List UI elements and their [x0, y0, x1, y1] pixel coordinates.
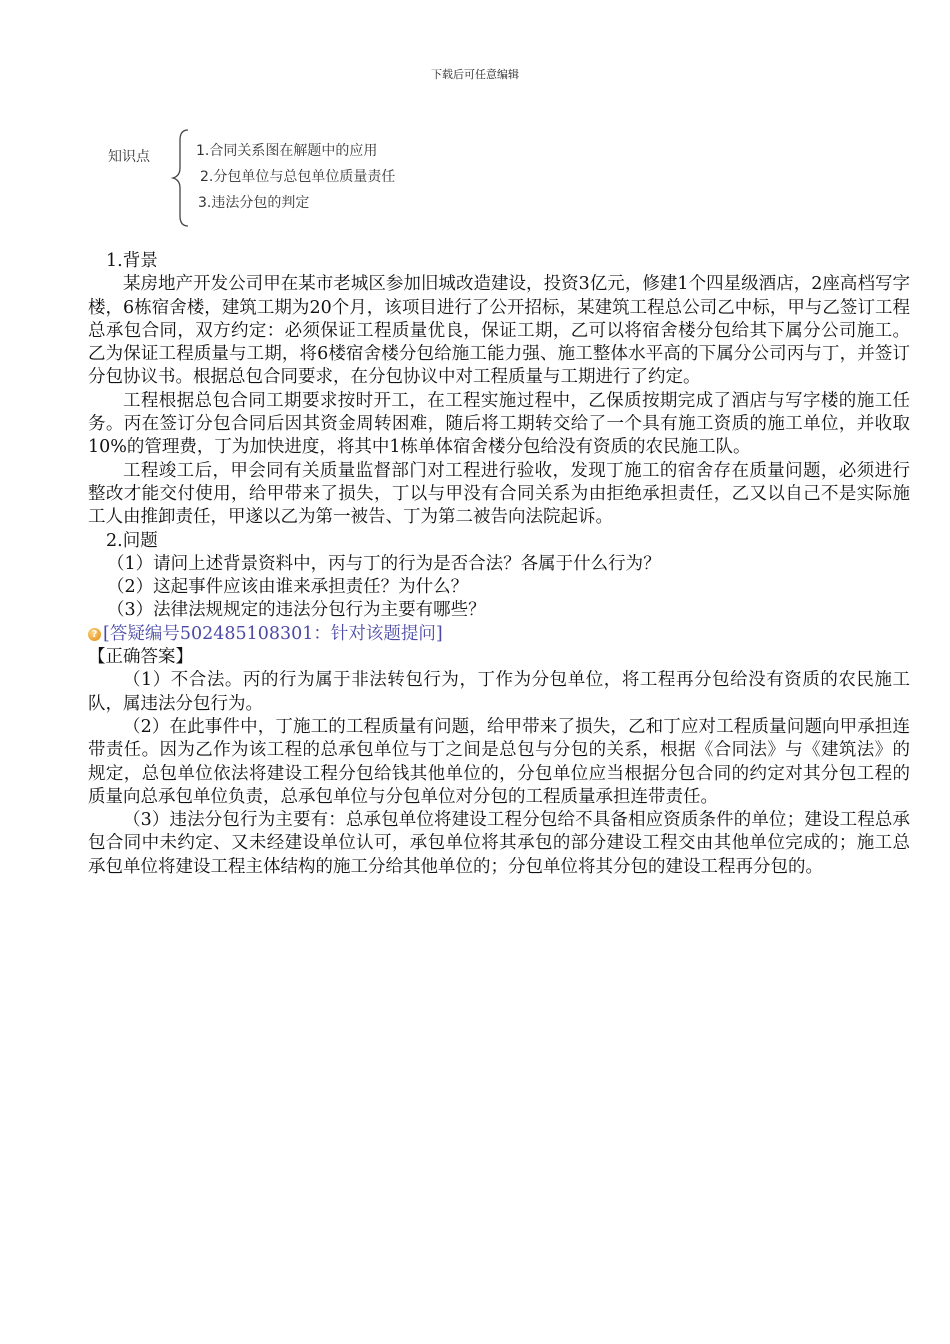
knowledge-points-title: 知识点	[108, 149, 150, 165]
knowledge-point-item: 2.分包单位与总包单位质量责任	[200, 169, 396, 185]
answer-paragraph: （3）违法分包行为主要有：总承包单位将建设工程分包给不具备相应资质条件的单位；建设工程总承包合同中未约定、又未经建设单位认可，承包单位将其承包的部分建设工程交由其他单位完成的；施工总承包单位将建设工程主体结构的施工分给其他单位的；分包单位将其分包的建设工程再分包的。	[88, 810, 910, 877]
answer-paragraph: （2）在此事件中，丁施工的工程质量有问题，给甲带来了损失，乙和丁应对工程质量问题向甲承担连带责任。因为乙作为该工程的总承包单位与丁之间是总包与分包的关系，根据《合同法》与《建筑法》的规定，总包单位依法将建设工程分包给钱其他单位的，分包单位应当根据分包合同的约定对其分包工程的质量向总承包单位负责，总承包单位与分包单位对分包的工程质量承担连带责任。	[88, 716, 910, 807]
answer-paragraph: （1）不合法。丙的行为属于非法转包行为，丁作为分包单位，将工程再分包给没有资质的农民施工队，属违法分包行为。	[88, 670, 910, 714]
section-heading-questions: 2.问题	[106, 530, 158, 551]
qa-link-text[interactable]: [答疑编号502485108301：针对该题提问]	[103, 623, 443, 644]
knowledge-point-item: 3.违法分包的判定	[198, 195, 310, 211]
question-item: （2）这起事件应该由谁来承担责任？为什么？	[107, 577, 469, 598]
qa-link[interactable]	[88, 623, 910, 646]
section-heading-background: 1.背景	[106, 251, 158, 271]
knowledge-points-list	[196, 138, 395, 216]
background-paragraph: 工程竣工后，甲会同有关质量监督部门对工程进行验收，发现丁施工的宿舍存在质量问题，必须进行整改才能交付使用，给甲带来了损失，丁以与甲没有合同关系为由拒绝承担责任，乙又以自己不是实际施工人由推卸责任，甲遂以乙为第一被告、丁为第二被告向法院起诉。	[88, 460, 910, 528]
answer-heading: 【正确答案】	[88, 647, 193, 668]
background-paragraph: 工程根据总包合同工期要求按时开工，在工程实施过程中，乙保质按期完成了酒店与写字楼的施工任务。丙在签订分包合同后因其资金周转困难，随后将工期转交给了一个具有施工资质的施工单位，并收取10%的管理费，丁为加快进度，将其中1栋单体宿舍楼分包给没有资质的农民施工队。	[88, 390, 910, 458]
curly-brace-icon	[170, 128, 192, 228]
question-item: （1）请问上述背景资料中，丙与丁的行为是否合法？各属于什么行为？	[107, 553, 661, 574]
knowledge-point-item: 1.合同关系图在解题中的应用	[196, 143, 378, 159]
document-body	[88, 250, 910, 879]
page-header: 下载后可任意编辑	[431, 68, 519, 81]
question-item: （3）法律法规规定的违法分包行为主要有哪些？	[107, 600, 486, 621]
question-icon: ?	[88, 628, 101, 641]
background-paragraph: 某房地产开发公司甲在某市老城区参加旧城改造建设，投资3亿元，修建1个四星级酒店，2座高档写字楼，6栋宿舍楼，建筑工期为20个月，该项目进行了公开招标，某建筑工程总公司乙中标，甲与乙签订工程总承包合同，双方约定：必须保证工程质量优良，保证工期，乙可以将宿舍楼分包给其下属分公司施工。乙为保证工程质量与工期，将6楼宿舍楼分包给施工能力强、施工整体水平高的下属分公司丙与丁，并签订分包协议书。根据总包合同要求，在分包协议中对工程质量与工期进行了约定。	[88, 274, 910, 388]
